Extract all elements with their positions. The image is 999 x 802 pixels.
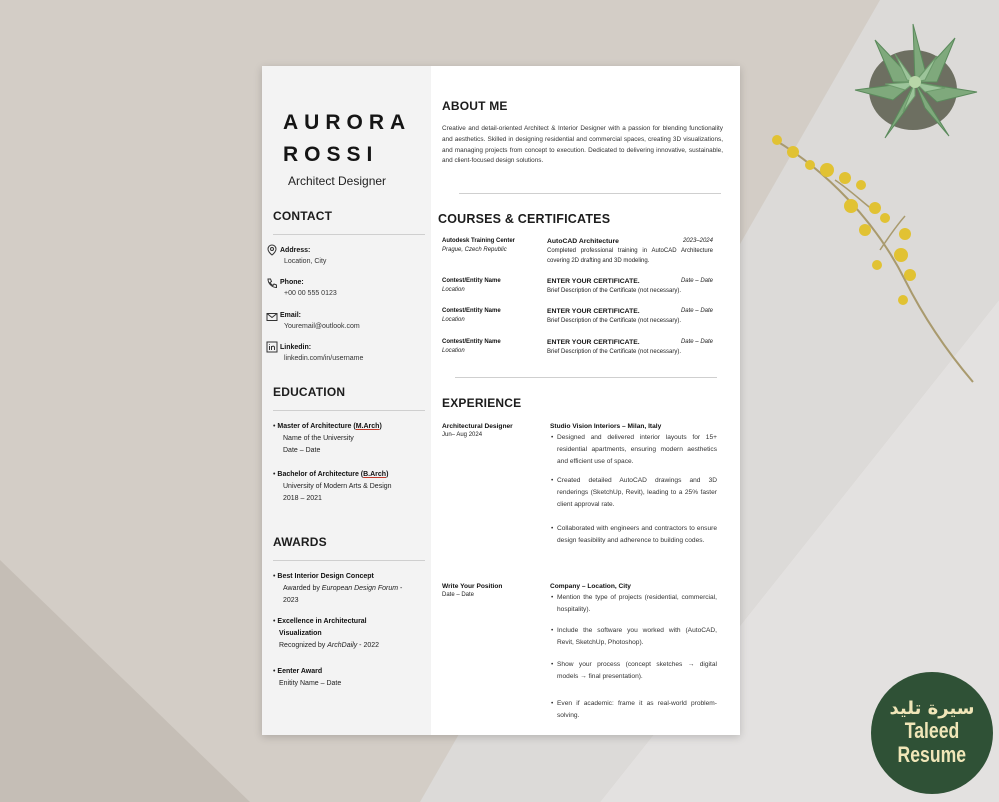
award-item: • Best Interior Design Concept Awarded by European Design Forum - 2023 [273,573,403,604]
divider [273,410,425,411]
divider [459,193,721,194]
phone-label: Phone: [280,279,304,286]
experience-heading: EXPERIENCE [442,396,522,410]
email-label: Email: [280,312,302,319]
education-dates: 2018 – 2021 [283,495,322,502]
job-bullet: • Collaborated with engineers and contractors to ensure design feasibility and adherence to building codes. [557,523,717,547]
course-detail: AutoCAD Architecture 2023–2024 Completed professional training in AutoCAD Architecture covering 2D drafting and 3D modeling. [547,238,713,264]
address-value: Location, City [284,258,327,265]
job-bullet: • Show your process (concept sketches → digital models → final presentation). [557,659,717,683]
succulent-plant-image [845,20,985,140]
school-name: University of Modern Arts & Design [283,483,392,490]
last-name: ROSSI [283,143,379,166]
job-position: Write Your Position Date – Date [442,583,503,599]
about-heading: ABOUT ME [442,99,508,113]
email-icon [266,311,278,323]
course-detail: ENTER YOUR CERTIFICATE. Date – Date Brief Description of the Certificate (not necessary). [547,308,713,325]
linkedin-label: Linkedin: [280,344,312,351]
course-org: Contest/Entity Name Location [442,278,501,294]
contact-heading: CONTACT [273,209,333,223]
job-company: Company – Location, City [550,583,631,590]
job-bullet: • Mention the type of projects (residential, commercial, hospitality). [557,592,717,616]
job-title: Architect Designer [288,174,387,188]
resume-sidebar [262,66,431,735]
courses-heading: COURSES & CERTIFICATES [438,212,611,226]
education-dates: Date – Date [283,447,321,454]
job-bullet: • Designed and delivered interior layouts for 15+ residential apartments, ensuring modern aesthetics and efficient use of space. [557,432,717,469]
awards-heading: AWARDS [273,535,327,549]
phone-value: +00 00 555 0123 [284,290,337,297]
award-item: • Eenter Award Enitity Name – Date [273,668,342,687]
linkedin-value: linkedin.com/in/username [284,355,364,362]
phone-icon [266,277,278,289]
taleed-resume-logo: سيرة تليد Taleed Resume [871,672,993,794]
divider [273,234,425,235]
job-bullet: • Include the software you worked with (AutoCAD, Revit, SketchUp, Photoshop). [557,625,717,649]
course-detail: ENTER YOUR CERTIFICATE. Date – Date Brief Description of the Certificate (not necessary). [547,339,713,356]
award-item: • Excellence in Architectural Visualization Recognized by ArchDaily - 2022 [273,618,380,649]
job-bullet: • Created detailed AutoCAD drawings and 3D renderings (SketchUp, Revit), leading to a 25% faster client approval rate. [557,475,717,512]
education-item: • Master of Architecture (M.Arch) Name of the University Date – Date [273,421,428,457]
course-org: Autodesk Training Center Prague, Czech Republic [442,238,516,254]
job-bullet: • Even if academic: frame it as real-world problem-solving. [557,698,717,722]
job-position: Architectural Designer Jun– Aug 2024 [442,423,513,439]
location-pin-icon [266,244,278,256]
education-item: • Bachelor of Architecture (B.Arch) University of Modern Arts & Design 2018 – 2021 [273,469,428,505]
course-detail: ENTER YOUR CERTIFICATE. Date – Date Brief Description of the Certificate (not necessary). [547,278,713,295]
divider [273,560,425,561]
job-company: Studio Vision Interiors – Milan, Italy [550,423,662,430]
linkedin-icon [266,341,278,353]
school-name: Name of the University [283,435,354,442]
about-text: Creative and detail-oriented Architect & Interior Designer with a passion for blending functionality and aesthetics. Skilled in designing residential and commercial spaces, creating 3D visualizations, and managing projects from concept to execution. Dedicated to delivering innovative, sustainable, and client-focused design solutions. [442,125,723,165]
course-org: Contest/Entity Name Location [442,339,501,355]
address-label: Address: [280,247,311,254]
first-name: AURORA [283,111,412,134]
resume-page [262,66,740,735]
divider [455,377,717,378]
education-heading: EDUCATION [273,385,346,399]
flower-branch-image [765,130,980,390]
course-org: Contest/Entity Name Location [442,308,501,324]
email-value: Youremail@outlook.com [284,323,360,330]
resume-main [431,66,740,735]
